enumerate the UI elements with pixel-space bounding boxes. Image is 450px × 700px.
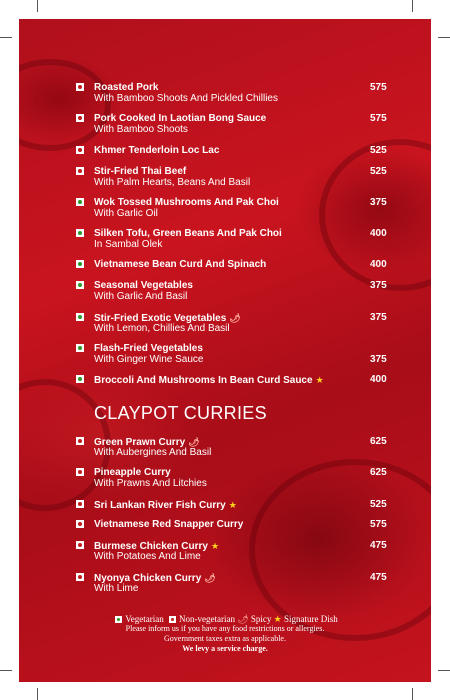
crop-mark	[438, 670, 450, 671]
non-veg-marker-icon	[76, 146, 84, 154]
legend-nonveg: Non-vegetarian	[178, 614, 235, 624]
dish-description: With Lemon, Chillies And Basil	[94, 323, 230, 334]
dish-name: Wok Tossed Mushrooms And Pak Choi	[94, 197, 279, 208]
non-veg-marker-icon	[169, 616, 176, 623]
non-veg-marker-icon	[76, 520, 84, 528]
dish-price: 375	[370, 354, 387, 365]
dish-name: Stir-Fried Thai Beef	[94, 166, 187, 177]
chilli-icon: 🌶︎	[188, 437, 200, 447]
dish-name-text: Stir-Fried Exotic Vegetables	[94, 313, 227, 324]
star-icon: ★	[315, 375, 324, 385]
veg-marker-icon	[76, 344, 84, 352]
non-veg-marker-icon	[76, 468, 84, 476]
dish-price: 525	[370, 145, 387, 156]
non-veg-marker-icon	[76, 500, 84, 508]
dish-price: 575	[370, 113, 387, 124]
dish-description: With Lime	[94, 583, 139, 594]
dish-description: With Bamboo Shoots	[94, 124, 188, 135]
dish-name	[94, 374, 324, 387]
star-icon: ★	[210, 541, 220, 551]
dish-name: Vietnamese Bean Curd And Spinach	[94, 259, 267, 270]
crop-mark	[412, 688, 413, 700]
dish-name: Khmer Tenderloin Loc Lac	[94, 145, 220, 156]
dish-name-text: Green Prawn Curry	[94, 437, 186, 448]
dish-name: Seasonal Vegetables	[94, 280, 193, 291]
non-veg-marker-icon	[76, 437, 84, 445]
legend-veg: Vegetarian	[125, 614, 164, 624]
dish-name-text: Sri Lankan River Fish Curry	[94, 500, 226, 511]
dish-price: 575	[370, 519, 387, 530]
star-icon: ★	[273, 614, 282, 624]
dish-price: 375	[370, 197, 387, 208]
dish-price: 525	[370, 166, 387, 177]
tax-note: Government taxes extra as applicable.	[164, 634, 286, 643]
dish-description: With Palm Hearts, Beans And Basil	[94, 177, 251, 188]
crop-mark	[37, 0, 38, 12]
dish-description: With Aubergines And Basil	[94, 447, 212, 458]
veg-marker-icon	[76, 198, 84, 206]
dish-price: 475	[370, 572, 387, 583]
crop-mark	[0, 37, 12, 38]
dish-name: Roasted Pork	[94, 82, 159, 93]
veg-marker-icon	[76, 313, 84, 321]
allergy-note: Please inform us if you have any food restrictions or allergies.	[125, 624, 325, 633]
menu-page	[19, 19, 431, 682]
dish-price: 625	[370, 467, 387, 478]
dish-name: Flash-Fried Vegetables	[94, 343, 203, 354]
dish-price: 375	[370, 280, 387, 291]
dish-description: With Bamboo Shoots And Pickled Chillies	[94, 93, 278, 104]
dish-name: Vietnamese Red Snapper Curry	[94, 519, 244, 530]
dish-price: 400	[370, 374, 387, 385]
crop-mark	[0, 670, 12, 671]
non-veg-marker-icon	[76, 83, 84, 91]
legend	[19, 614, 431, 654]
chilli-icon: 🌶︎	[204, 573, 216, 583]
crop-mark	[37, 688, 38, 700]
dish-description: With Garlic Oil	[94, 208, 158, 219]
dish-name: Pork Cooked In Laotian Bong Sauce	[94, 113, 267, 124]
dish-name-text: Burmese Chicken Curry	[94, 541, 208, 552]
service-charge-note: We levy a service charge.	[182, 644, 268, 653]
dish-price: 375	[370, 312, 387, 323]
crop-mark	[438, 37, 450, 38]
veg-marker-icon	[76, 229, 84, 237]
veg-marker-icon	[76, 375, 84, 383]
legend-row	[19, 614, 431, 624]
legend-spicy: Spicy	[250, 614, 272, 624]
veg-marker-icon	[115, 616, 122, 623]
dish-name-text: Nyonya Chicken Curry	[94, 573, 202, 584]
veg-marker-icon	[76, 260, 84, 268]
dish-description: With Potatoes And Lime	[94, 551, 201, 562]
dish-description: In Sambal Olek	[94, 239, 163, 250]
dish-name	[94, 499, 237, 512]
dish-name: Silken Tofu, Green Beans And Pak Choi	[94, 228, 282, 239]
legend-signature: Signature Dish	[284, 614, 338, 624]
section-title: CLAYPOT CURRIES	[94, 403, 267, 423]
dish-price: 475	[370, 540, 387, 551]
dish-name-text: Broccoli And Mushrooms In Bean Curd Sauce	[94, 375, 313, 386]
crop-mark	[412, 0, 413, 12]
dish-description: With Ginger Wine Sauce	[94, 354, 204, 365]
dish-price: 400	[370, 259, 387, 270]
dish-price: 400	[370, 228, 387, 239]
dish-price: 525	[370, 499, 387, 510]
non-veg-marker-icon	[76, 541, 84, 549]
dish-name: Pineapple Curry	[94, 467, 171, 478]
dish-price: 575	[370, 82, 387, 93]
dish-price: 625	[370, 436, 387, 447]
dish-description: With Prawns And Litchies	[94, 478, 207, 489]
background-bowl-shape	[19, 59, 111, 151]
non-veg-marker-icon	[76, 573, 84, 581]
dish-description: With Garlic And Basil	[94, 291, 188, 302]
non-veg-marker-icon	[76, 167, 84, 175]
chilli-icon: 🌶︎	[237, 614, 249, 624]
veg-marker-icon	[76, 281, 84, 289]
star-icon: ★	[228, 500, 237, 510]
chilli-icon: 🌶︎	[229, 313, 241, 323]
non-veg-marker-icon	[76, 114, 84, 122]
